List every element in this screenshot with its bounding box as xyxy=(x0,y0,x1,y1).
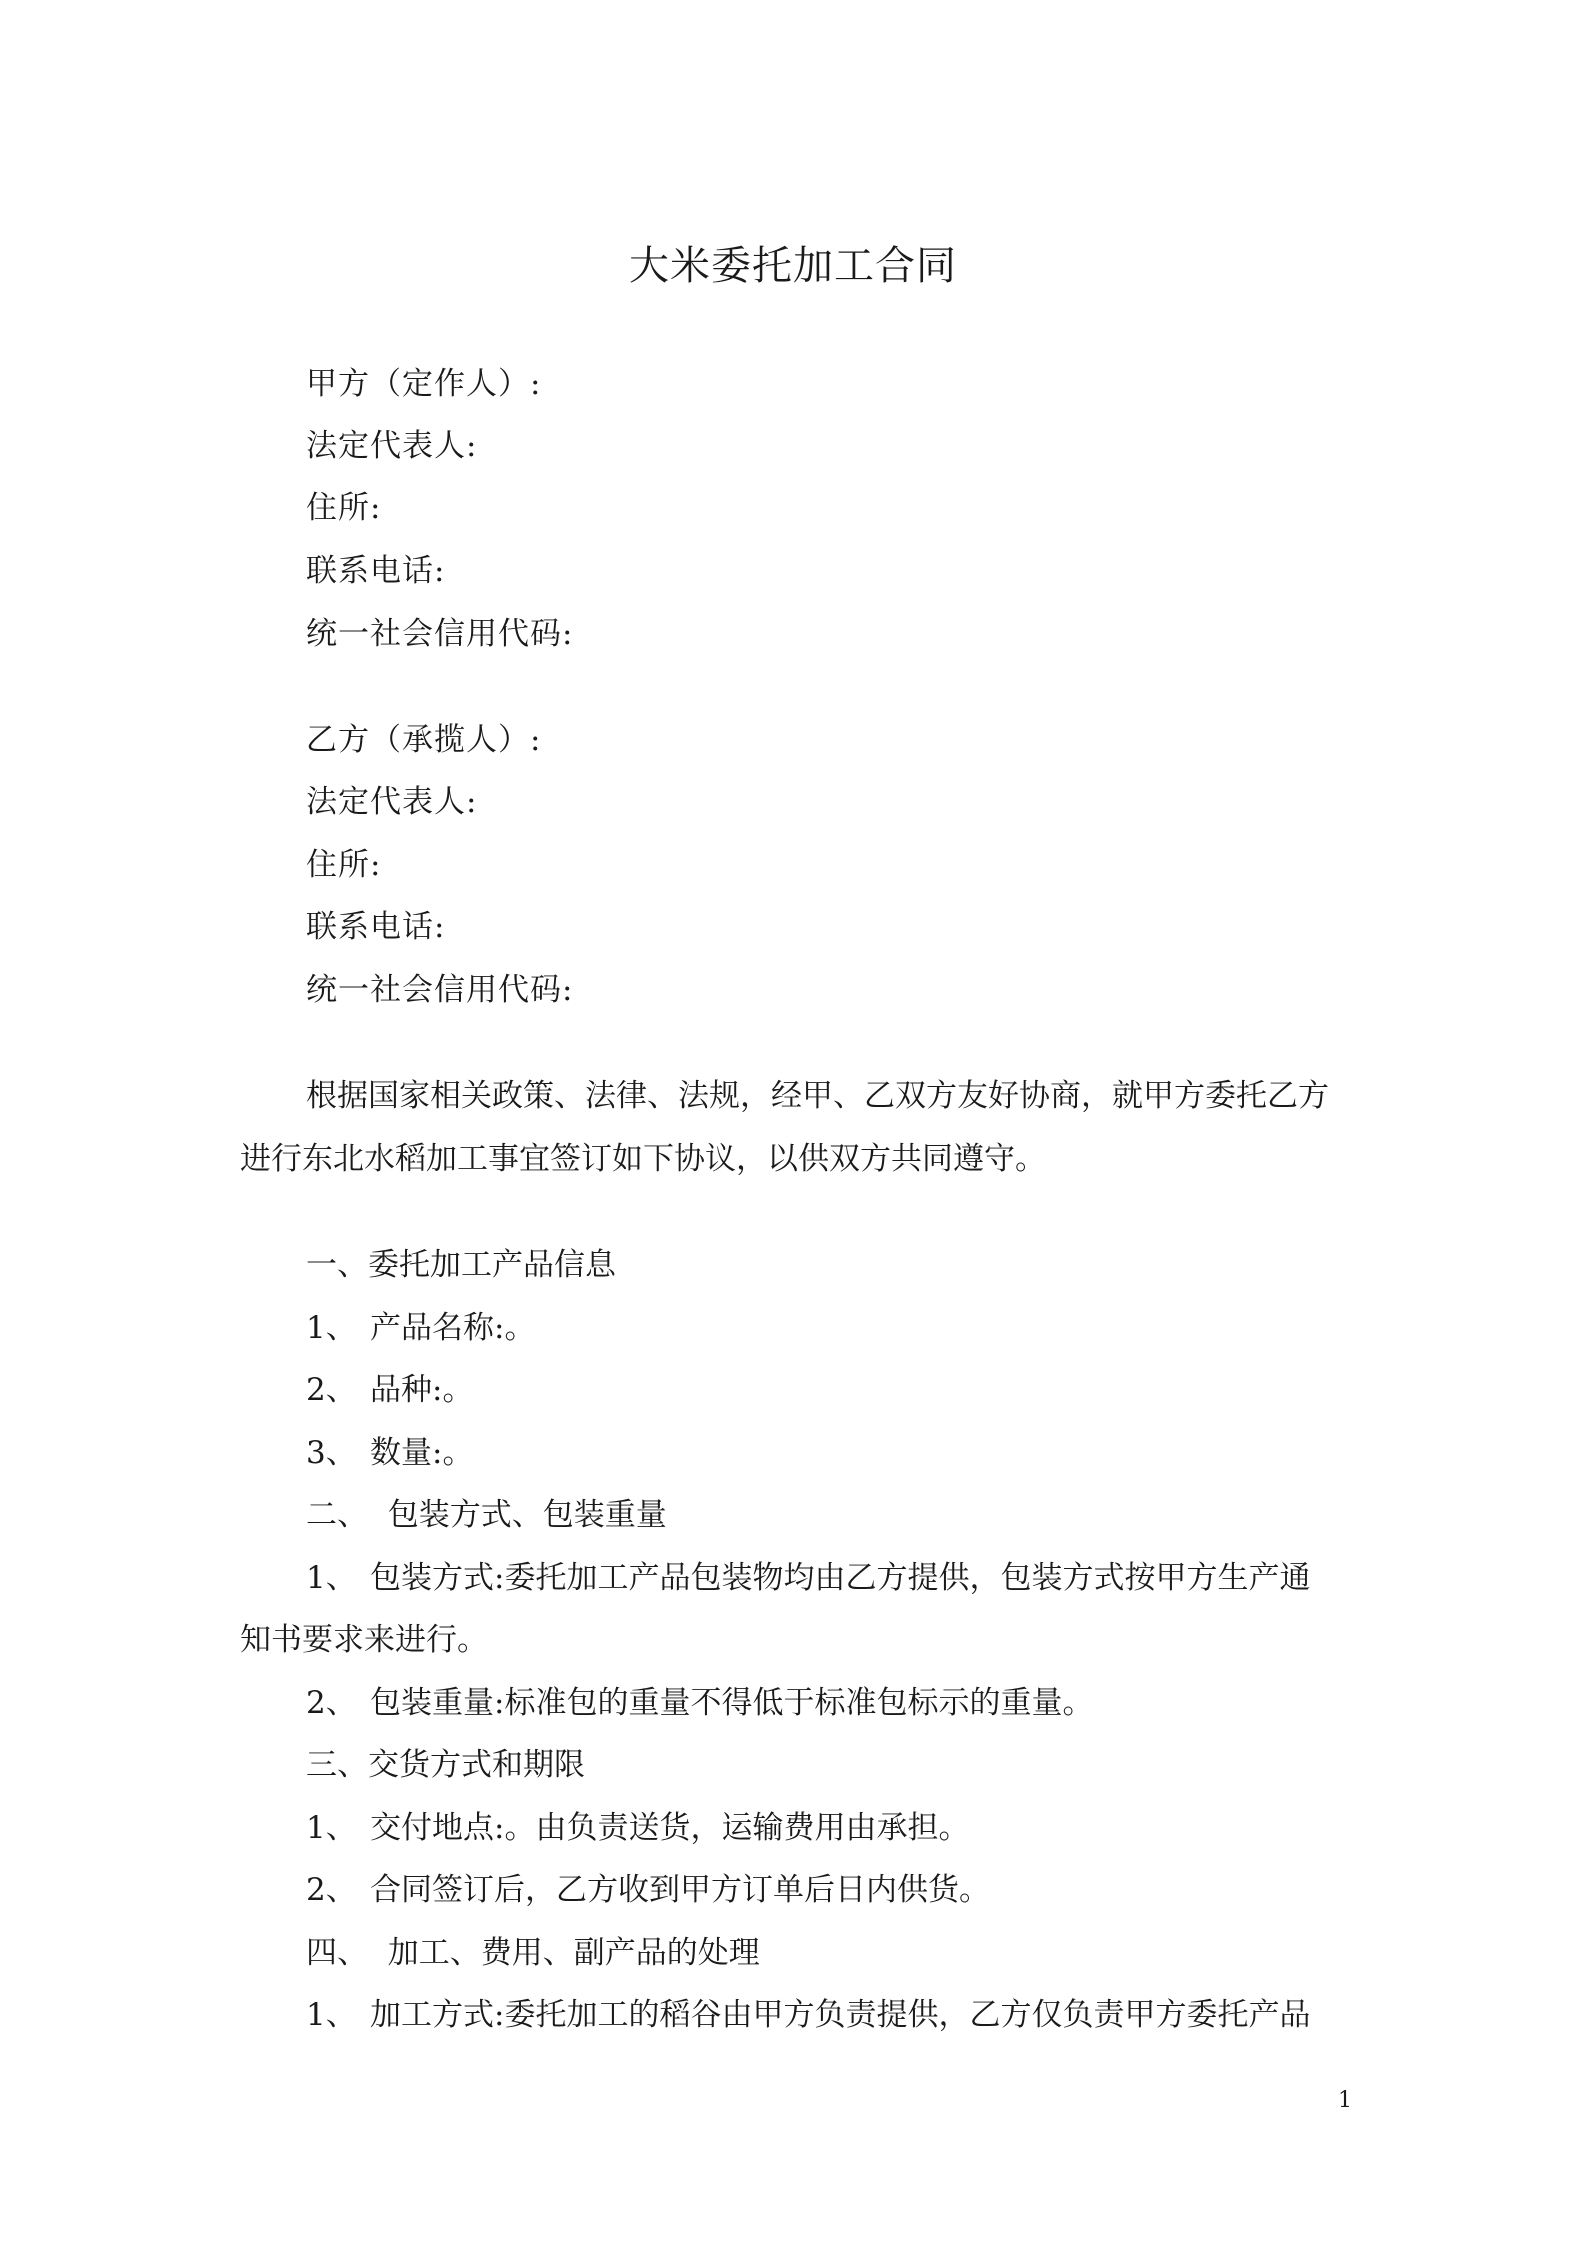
list-item-number: 2、 xyxy=(306,1372,357,1408)
list-item xyxy=(306,1306,535,1350)
list-item xyxy=(306,1806,969,1850)
section-1-heading: 一、委托加工产品信息 xyxy=(306,1247,616,1283)
section-3-heading: 三、交货方式和期限 xyxy=(306,1747,585,1783)
list-item-number: 1、 xyxy=(306,1560,357,1596)
list-item-text: 包装重量:标准包的重量不得低于标准包标示的重量。 xyxy=(370,1685,1094,1721)
page-number: 1 xyxy=(1338,2088,1352,2113)
list-item xyxy=(306,1368,473,1412)
list-item xyxy=(306,1431,473,1475)
document-title: 大米委托加工合同 xyxy=(629,243,957,289)
list-item-number: 1、 xyxy=(306,1310,357,1346)
list-item-number: 1、 xyxy=(306,1997,357,2033)
party-b-legal-rep: 法定代表人: xyxy=(306,784,478,820)
list-item xyxy=(306,1868,990,1912)
list-item xyxy=(306,1993,1310,2037)
list-item-continuation: 知书要求来进行。 xyxy=(240,1622,488,1658)
party-b-credit-code: 统一社会信用代码: xyxy=(306,972,574,1008)
section-2-heading: 二、 包装方式、包装重量 xyxy=(306,1497,667,1533)
list-item xyxy=(306,1556,1310,1600)
preamble-line-1: 根据国家相关政策、法律、法规，经甲、乙双方友好协商，就甲方委托乙方 xyxy=(306,1078,1329,1114)
preamble-line-2: 进行东北水稻加工事宜签订如下协议，以供双方共同遵守。 xyxy=(240,1141,1046,1177)
party-a-address: 住所: xyxy=(306,490,382,526)
list-item-text: 合同签订后，乙方收到甲方订单后日内供货。 xyxy=(370,1872,990,1908)
party-b-heading: 乙方（承揽人）: xyxy=(306,722,542,758)
list-item-number: 2、 xyxy=(306,1872,357,1908)
list-item-text: 产品名称:。 xyxy=(370,1310,536,1346)
party-b-phone: 联系电话: xyxy=(306,909,446,945)
list-item-text: 数量:。 xyxy=(370,1435,474,1471)
list-item-text: 加工方式:委托加工的稻谷由甲方负责提供，乙方仅负责甲方委托产品 xyxy=(370,1997,1311,2033)
party-a-legal-rep: 法定代表人: xyxy=(306,428,478,464)
list-item-text: 交付地点:。由负责送货，运输费用由承担。 xyxy=(370,1810,970,1846)
list-item-number: 1、 xyxy=(306,1810,357,1846)
section-4-heading: 四、 加工、费用、副产品的处理 xyxy=(306,1935,760,1971)
party-a-phone: 联系电话: xyxy=(306,553,446,589)
list-item-number: 3、 xyxy=(306,1435,357,1471)
list-item-number: 2、 xyxy=(306,1685,357,1721)
list-item xyxy=(306,1681,1093,1725)
party-b-address: 住所: xyxy=(306,847,382,883)
list-item-text: 品种:。 xyxy=(370,1372,474,1408)
list-item-text: 包装方式:委托加工产品包装物均由乙方提供，包装方式按甲方生产通 xyxy=(370,1560,1311,1596)
party-a-credit-code: 统一社会信用代码: xyxy=(306,616,574,652)
party-a-heading: 甲方（定作人）: xyxy=(306,366,542,402)
